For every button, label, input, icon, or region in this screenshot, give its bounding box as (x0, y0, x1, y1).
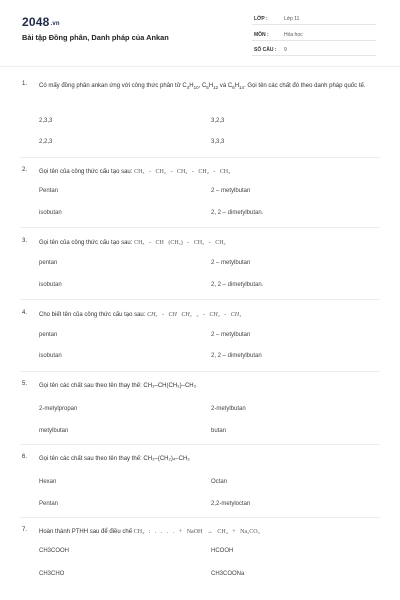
structural-formula: CH₃–CH(CH₃)–CH₃ (143, 383, 197, 389)
structural-formula: CH₃ - CH (CH₃) - CH₂ - CH₃ (134, 240, 226, 246)
question-number: 2. (22, 167, 28, 173)
option-a[interactable]: Hexan (39, 479, 57, 485)
option-c[interactable]: isobutan (39, 282, 62, 288)
option-b[interactable]: 2 – metylbutan (211, 260, 251, 266)
option-c[interactable]: isobutan (39, 210, 62, 216)
meta-row-class: LỚP : Lớp 11 (252, 13, 376, 25)
option-b[interactable]: 2 – metylbutan (211, 332, 251, 338)
structural-formula: CH₃–(CH₂)₄–CH₃ (143, 456, 190, 462)
question-text: Có mấy đồng phân ankan ứng với công thức phân tử $C_4H_{10}$, $C_5H_{12}$ và $C_6H_{14}$. Gọi tên các chất đó theo danh pháp quốc tế. (39, 83, 366, 91)
option-b[interactable]: HCOOH (211, 548, 234, 554)
structural-formula: CH₃ - CH CH₃ ₂ - CH₂ - CH₃ (147, 312, 242, 318)
question-text: Hoàn thành PTHH sau để điều chế CH₄ : . . . . + NaOH → CH₄ + Na₂CO₃ (39, 529, 260, 535)
option-b[interactable]: 3,2,3 (211, 118, 225, 124)
question-number: 6. (22, 454, 28, 460)
option-c[interactable]: CH3CHO (39, 571, 65, 577)
option-a[interactable]: Pentan (39, 188, 59, 194)
worksheet-header (0, 0, 400, 66)
question-text: Gọi tên của công thức cấu tạo sau: CH₃ - CH (CH₃) - CH₂ - CH₃ (39, 240, 226, 246)
page-title: Bài tập Đồng phân, Danh pháp của Ankan (22, 33, 169, 42)
question-divider (20, 371, 380, 372)
question-number: 7. (22, 527, 28, 533)
option-c[interactable]: Pentan (39, 501, 59, 507)
question-text: Gọi tên của công thức cấu tạo sau: CH₃ - CH₂ - CH₂ - CH₂ - CH₃ (39, 169, 231, 175)
option-c[interactable]: 2,2,3 (39, 139, 53, 145)
question-number: 5. (22, 381, 28, 387)
option-b[interactable]: Octan (211, 479, 228, 485)
option-a[interactable]: 2-metylpropan (39, 406, 78, 412)
meta-row-subject: MÔN : Hóa học (252, 29, 376, 41)
option-b[interactable]: 2 – metylbutan (211, 188, 251, 194)
option-a[interactable]: 2,3,3 (39, 118, 53, 124)
option-a[interactable]: CH3COOH (39, 548, 70, 554)
site-logo[interactable]: 2048.vn (22, 15, 60, 29)
option-d[interactable]: 3,3,3 (211, 139, 225, 145)
option-d[interactable]: 2, 2 – dimetylbutan (211, 353, 262, 359)
option-a[interactable]: pentan (39, 260, 58, 266)
option-d[interactable]: CH3COONa (211, 571, 245, 577)
option-c[interactable]: metylbutan (39, 428, 69, 434)
question-divider (20, 157, 380, 158)
chemical-equation: CH₄ : . . . . + NaOH → CH₄ + Na₂CO₃ (133, 529, 260, 535)
question-divider (20, 299, 380, 300)
question-text: Cho biết tên của công thức cấu tạo sau: CH₃ - CH CH₃ ₂ - CH₂ - CH₃ (39, 312, 242, 318)
option-d[interactable]: 2, 2 – dimetylbutan. (211, 210, 264, 216)
question-divider (20, 227, 380, 228)
question-divider (20, 444, 380, 445)
question-number: 3. (22, 238, 28, 244)
option-d[interactable]: 2,2-metyloctan (211, 501, 251, 507)
option-d[interactable]: 2, 2 – dimetylbutan. (211, 282, 264, 288)
meta-row-question-count: SỐ CÂU : 9 (252, 44, 376, 56)
structural-formula: CH₃ - CH₂ - CH₂ - CH₂ - CH₃ (134, 169, 231, 175)
question-text: Gọi tên các chất sau theo tên thay thế: CH₃–(CH₂)₄–CH₃ (39, 456, 190, 462)
option-a[interactable]: pentan (39, 332, 58, 338)
question-divider (20, 517, 380, 518)
question-number: 1. (22, 81, 28, 87)
option-c[interactable]: isobutan (39, 353, 62, 359)
header-divider (0, 66, 400, 67)
option-d[interactable]: butan (211, 428, 227, 434)
question-text: Gọi tên các chất sau theo tên thay thế: CH₃–CH(CH₃)–CH₃ (39, 383, 197, 389)
question-number: 4. (22, 310, 28, 316)
option-b[interactable]: 2-metylbutan (211, 406, 246, 412)
